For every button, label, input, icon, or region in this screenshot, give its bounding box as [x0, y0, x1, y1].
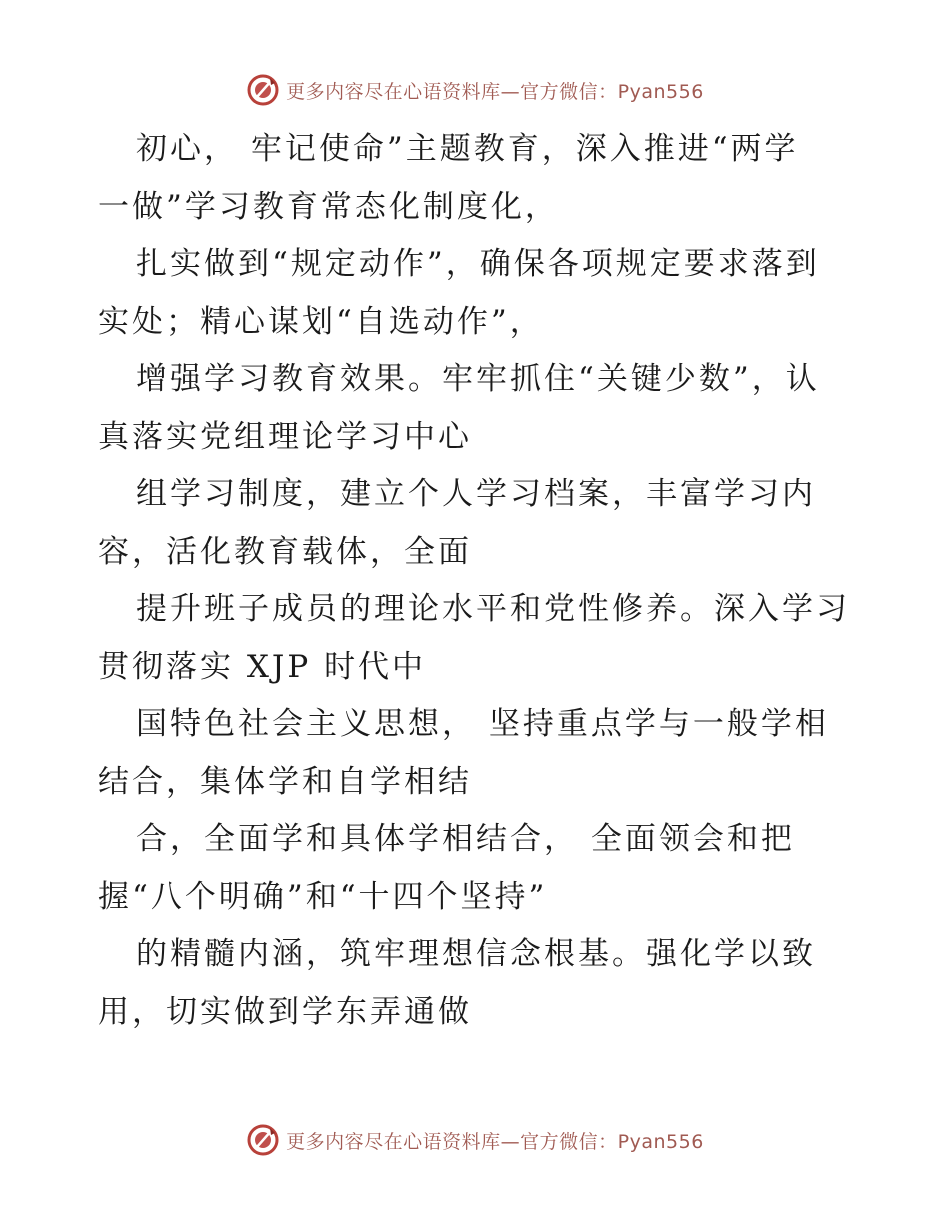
- text-line: 用，切实做到学东弄通做: [98, 993, 472, 1030]
- text-line: 初心， 牢记使命”主题教育，深入推进“两学: [136, 131, 799, 167]
- red-seal-logo-icon: [246, 1123, 280, 1157]
- text-line: 容，活化教育载体，全面: [98, 533, 472, 570]
- document-body: [98, 121, 858, 1041]
- header-watermark: [0, 70, 950, 110]
- watermark-text: 更多内容尽在心语资料库—官方微信：Pyan556: [286, 1130, 704, 1153]
- red-seal-logo-icon: [246, 73, 280, 107]
- text-line: 结合，集体学和自学相结: [98, 763, 472, 800]
- text-line: 实处；精心谋划“自选动作”，: [98, 303, 544, 340]
- footer-watermark: [0, 1120, 950, 1160]
- text-line: 增强学习教育效果。牢牢抓住“关键少数”，认: [136, 361, 820, 397]
- text-line: 握“八个明确”和“十四个坚持”: [98, 878, 548, 915]
- text-line: 提升班子成员的理论水平和党性修养。深入学习: [136, 591, 850, 627]
- text-line: 的精髓内涵，筑牢理想信念根基。强化学以致: [136, 936, 816, 972]
- text-line: 组学习制度，建立个人学习档案，丰富学习内: [136, 476, 816, 512]
- text-line: 真落实党组理论学习中心: [98, 418, 472, 455]
- watermark-text: 更多内容尽在心语资料库—官方微信：Pyan556: [286, 80, 704, 103]
- text-line: 一做”学习教育常态化制度化，: [98, 188, 559, 225]
- text-line: 合，全面学和具体学相结合， 全面领会和把: [136, 821, 795, 857]
- text-line: 国特色社会主义思想， 坚持重点学与一般学相: [136, 706, 829, 742]
- text-line: 扎实做到“规定动作”，确保各项规定要求落到: [136, 246, 820, 282]
- text-line: 贯彻落实 XJP 时代中: [98, 648, 427, 685]
